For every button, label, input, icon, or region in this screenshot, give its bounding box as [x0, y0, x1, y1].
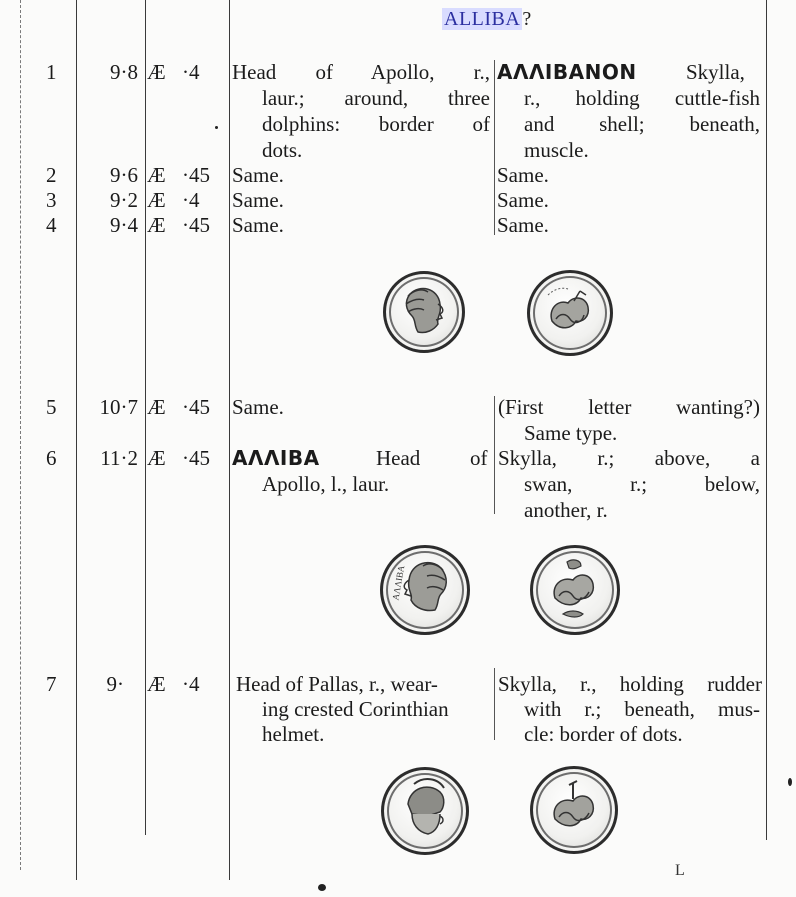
entry-1-size: ·4: [182, 60, 200, 84]
entry-6-size: ·45: [182, 446, 210, 470]
entry-4-size: ·45: [182, 213, 210, 237]
entry-5-reverse-line-2: Same type.: [524, 421, 618, 445]
entry-6-obverse-line-2: Apollo, l., laur.: [262, 472, 390, 496]
entry-1-number: 1: [46, 60, 57, 84]
entry-1-metal: Æ: [147, 60, 166, 84]
entry-6-weight: 11·2: [100, 446, 138, 470]
skylla-rudder-drawing: [533, 769, 615, 851]
entry-3-reverse: Same.: [497, 188, 549, 212]
apollo-head-left-coin: [380, 545, 470, 635]
apollo-head-right-coin: [383, 271, 465, 353]
entry-7-metal: Æ: [147, 672, 166, 696]
column-rule-obverse-reverse-3: [494, 668, 495, 740]
entry-6-number: 6: [46, 446, 57, 470]
entry-1-reverse-line-3: and shell; beneath,: [524, 112, 760, 136]
entry-7-obverse-line-2: ing crested Corinthian: [262, 697, 449, 721]
entry-2-obverse: Same.: [232, 163, 284, 187]
entry-1-reverse-line-2: r., holding cuttle-fish: [524, 86, 760, 110]
print-speck-right: [788, 778, 792, 786]
skylla-rudder-coin: [530, 766, 618, 854]
entry-7-reverse-line-3: cle: border of dots.: [524, 722, 683, 746]
entry-3-metal: Æ: [147, 188, 166, 212]
entry-5-reverse-line-1: (First letter wanting?): [498, 395, 760, 419]
apollo-head-right-drawing: [386, 274, 462, 350]
entry-5-size: ·45: [182, 395, 210, 419]
entry-4-number: 4: [46, 213, 57, 237]
column-rule-right: [766, 0, 767, 840]
print-blot: [318, 884, 326, 891]
entry-6-reverse-line-3: another, r.: [524, 498, 608, 522]
column-rule-left-margin: [20, 0, 21, 870]
entry-1-weight: 9·8: [110, 60, 138, 84]
entry-7-obverse-line-3: helmet.: [262, 722, 325, 746]
entry-1-obverse-line-4: dots.: [262, 138, 303, 162]
title-suffix: ?: [522, 8, 532, 30]
entry-1-reverse-line-1: Skylla,: [686, 60, 745, 84]
entry-6-obverse-line-1b: of: [470, 446, 488, 470]
column-rule-obverse-reverse-2: [494, 396, 495, 514]
entry-3-weight: 9·2: [110, 188, 138, 212]
entry-2-metal: Æ: [147, 163, 166, 187]
entry-1-obverse-line-3: dolphins: border of: [262, 112, 490, 136]
entry-1-reverse-legend: ΑΛΛΙΒΑΝΟΝ: [497, 60, 637, 84]
entry-2-reverse: Same.: [497, 163, 549, 187]
entry-6-metal: Æ: [147, 446, 166, 470]
entry-4-metal: Æ: [147, 213, 166, 237]
entry-5-metal: Æ: [147, 395, 166, 419]
print-speck: [215, 126, 218, 129]
entry-4-weight: 9·4: [110, 213, 138, 237]
entry-7-size: ·4: [182, 672, 200, 696]
pallas-helmet-drawing: [384, 770, 466, 852]
skylla-swan-coin: [530, 545, 620, 635]
column-rule-metal: [229, 0, 230, 880]
entry-6-obverse-legend: ΑΛΛΙΒΑ: [232, 446, 320, 470]
title-text: ALLIBA: [444, 8, 521, 30]
entry-5-weight: 10·7: [99, 395, 138, 419]
entry-3-number: 3: [46, 188, 57, 212]
column-rule-obverse-reverse: [494, 60, 495, 235]
entry-2-size: ·45: [182, 163, 210, 187]
page-signature-mark: L: [675, 862, 685, 879]
entry-1-obverse-line-1: Head of Apollo, r.,: [232, 60, 490, 84]
skylla-swan-drawing: [533, 548, 617, 632]
entry-4-reverse: Same.: [497, 213, 549, 237]
entry-7-obverse-line-1: Head of Pallas, r., wear-: [236, 672, 438, 696]
entry-2-number: 2: [46, 163, 57, 187]
entry-5-number: 5: [46, 395, 57, 419]
entry-6-reverse-line-1: Skylla, r.; above, a: [498, 446, 760, 470]
entry-3-obverse: Same.: [232, 188, 284, 212]
svg-text:ΑΛΛΙΒΑ: ΑΛΛΙΒΑ: [390, 564, 407, 601]
entry-1-reverse-line-4: muscle.: [524, 138, 589, 162]
entry-3-size: ·4: [182, 188, 200, 212]
column-rule-weight: [145, 0, 146, 835]
pallas-helmet-coin: [381, 767, 469, 855]
entry-6-obverse-line-1a: Head: [376, 446, 421, 470]
entry-4-obverse: Same.: [232, 213, 284, 237]
apollo-head-left-drawing: [383, 548, 467, 632]
entry-7-number: 7: [46, 672, 57, 696]
entry-6-reverse-line-2: swan, r.; below,: [524, 472, 760, 496]
entry-2-weight: 9·6: [110, 163, 138, 187]
entry-1-obverse-line-2: laur.; around, three: [262, 86, 490, 110]
entry-7-reverse-line-1: Skylla, r., holding rudder: [498, 672, 762, 696]
page-title: [442, 8, 532, 31]
skylla-coin: [527, 270, 613, 356]
entry-7-reverse-line-2: with r.; beneath, mus-: [524, 697, 760, 721]
entry-7-weight: 9·: [106, 672, 124, 696]
column-rule-number: [76, 0, 77, 880]
skylla-drawing: [530, 273, 610, 353]
entry-5-obverse: Same.: [232, 395, 284, 419]
